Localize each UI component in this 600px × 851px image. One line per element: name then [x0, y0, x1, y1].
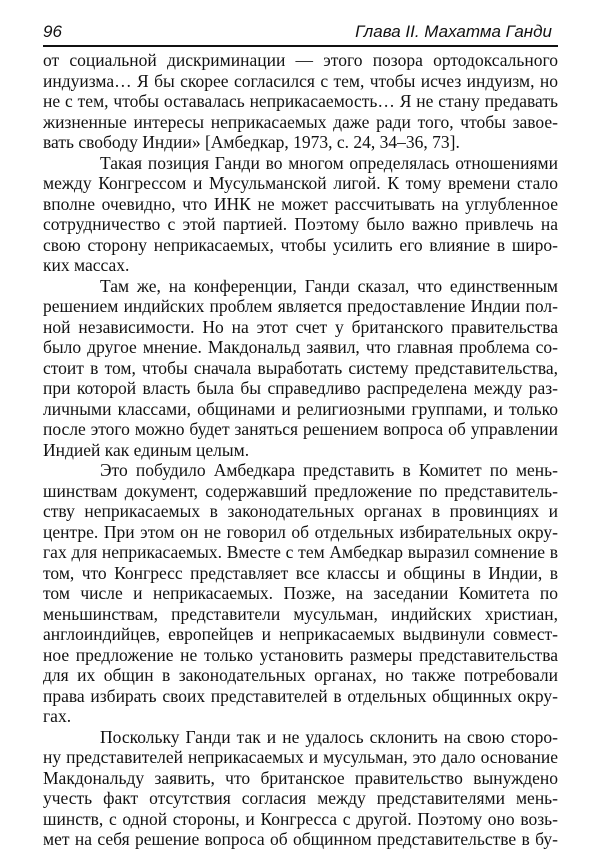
text-line: центре. При этом он не говорил об отдельных избирательных окру-	[43, 521, 558, 542]
text-line: Макдональду заявить, что британское правительство вынуждено	[43, 767, 558, 788]
text-line: стоит в том, чтобы сначала выработать систему представительства,	[43, 357, 558, 378]
header-rule	[43, 45, 558, 47]
text-line: не с тем, чтобы оставалась неприкасаемость… Я не стану предавать	[43, 91, 558, 111]
text-line: между Конгрессом и Мусульманской лигой. К тому времени стало	[43, 173, 558, 193]
text-line: жизненные интересы неприкасаемых даже ради того, чтобы завое-	[43, 111, 558, 132]
text-line: личными классами, общинами и религиозными группами, и только	[43, 398, 558, 419]
page-body	[43, 50, 558, 850]
text-line: гах для неприкасаемых. Вместе с тем Амбедкар выразил сомнение в	[43, 542, 558, 562]
paragraph	[43, 727, 558, 850]
text-line: меньшинствам, представители мусульман, индийских христиан,	[43, 603, 558, 624]
text-line: шинствам документ, содержавший предложение по представитель-	[43, 480, 558, 501]
text-line: ное предложение не только установить размеры представительства	[43, 644, 558, 665]
text-line: после этого можно будет заняться решением вопроса об управлении	[43, 419, 558, 439]
text-line: индуизма… Я бы скорее согласился с тем, чтобы исчез индуизм, но	[43, 70, 558, 91]
text-line: Там же, на конференции, Ганди сказал, что единственным	[100, 275, 558, 296]
text-line: гах.	[43, 706, 72, 726]
text-line: Поскольку Ганди так и не удалось склонить на свою сторо-	[100, 726, 558, 747]
text-line: вполне очевидно, что ИНК не может рассчитывать на углубленное	[43, 193, 558, 214]
text-line: англоиндийцев, европейцев и неприкасаемых выдвинули совмест-	[43, 624, 558, 644]
text-line: вать свободу Индии» [Амбедкар, 1973, с. 24, 34–36, 73].	[43, 132, 460, 152]
text-line: свою сторону неприкасаемых, чтобы усилить его влияние в широ-	[43, 234, 558, 255]
text-line: права избирать своих представителей в отдельных общинных окру-	[43, 685, 558, 706]
text-line: ной независимости. Но на этот счет у британского правительства	[43, 316, 558, 337]
text-line: от социальной дискриминации — этого позора ортодоксального	[43, 50, 558, 70]
text-line: мет на себя решение вопроса об общинном представительстве в бу-	[43, 829, 558, 849]
text-line: ких массах.	[43, 255, 130, 275]
paragraph	[43, 153, 558, 276]
text-line: ству неприкасаемых в законодательных органах в провинциях и	[43, 501, 558, 521]
text-line: решением индийских проблем является предоставление Индии пол-	[43, 296, 558, 316]
text-line: шинств, с одной стороны, и Конгресса с другой. Поэтому оно возь-	[43, 808, 558, 829]
text-line: было другое мнение. Макдональд заявил, что главная проблема со-	[43, 337, 558, 357]
text-line: Индией как единым целым.	[43, 439, 250, 460]
text-line: при которой власть была бы справедливо распределена между раз-	[43, 378, 558, 398]
running-header	[43, 22, 558, 44]
text-line: ну представителей неприкасаемых и мусульман, это дало основание	[43, 747, 558, 767]
text-line: учесть факт отсутствия согласия между представителями мень-	[43, 788, 558, 808]
text-line: Это побудило Амбедкара представить в Комитет по мень-	[100, 460, 558, 480]
text-line: для их общин в законодательных органах, но также потребовали	[43, 665, 558, 685]
text-line: том, что Конгресс представляет все классы и общины в Индии, в	[43, 562, 558, 583]
paragraph	[43, 276, 558, 461]
running-title: Глава II. Махатма Ганди	[355, 22, 552, 41]
paragraph	[43, 460, 558, 727]
page-number: 96	[43, 22, 62, 41]
text-line: сотрудничество с этой партией. Поэтому было важно привлечь на	[43, 214, 558, 234]
text-line: Такая позиция Ганди во многом определялась отношениями	[100, 152, 558, 173]
paragraph	[43, 50, 558, 153]
text-line: том числе и неприкасаемых. Позже, на заседании Комитета по	[43, 583, 558, 603]
